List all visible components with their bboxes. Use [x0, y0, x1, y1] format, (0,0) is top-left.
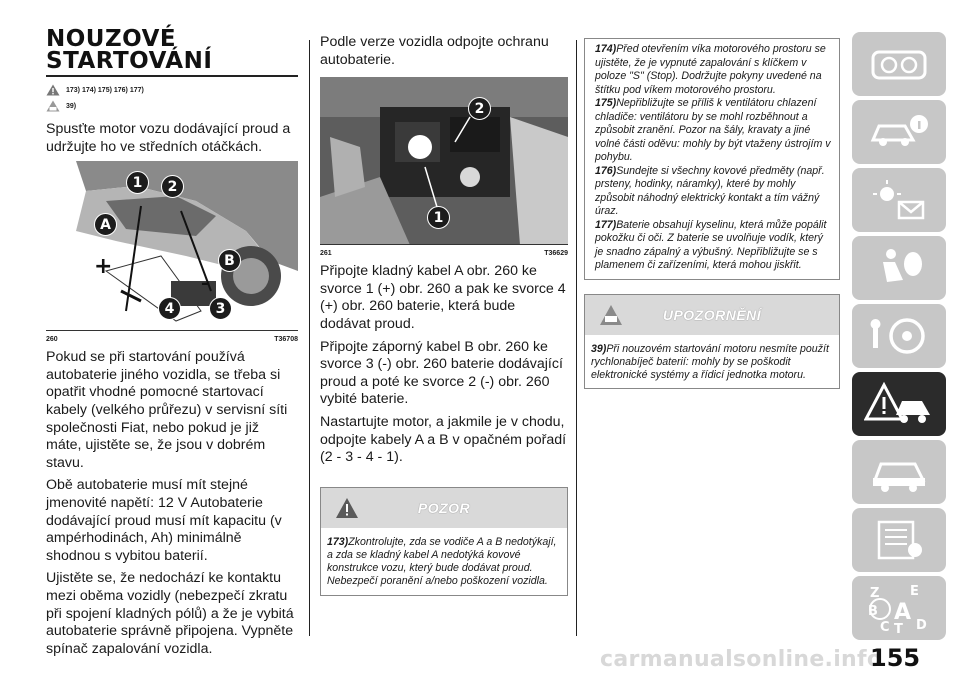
tab-car-info[interactable] [852, 100, 946, 164]
paragraph-6: Nastartujte motor, a jakmile je v chodu, odpojte kabely A a B v opačném pořadí (2 - 3 - 4 - 1). [320, 413, 567, 466]
airbag-seat-icon [869, 246, 929, 290]
warning-item-175: 175)Nepřibližujte se příliš k ventilátoru chlazení chladiče: ventilátoru by se mohl rozběhnout a způsobit zranění. Pozor na šály, kravaty a jiné volné části oděvu: mohly by být vtaženy ústrojím v pohybu. [595, 97, 831, 163]
index-letters-icon [864, 581, 934, 635]
index-letter: T [894, 622, 903, 635]
tab-dashboard[interactable] [852, 32, 946, 96]
notice-item-39: 39)Při nouzovém startování motoru nesmíte použít rychlonabíječ baterií: mohly by se poškodit elektronické systémy a řídicí jednotka motoru. [591, 342, 829, 381]
column-3 [584, 38, 840, 389]
callout-1: 1 [126, 171, 149, 194]
caution-triangle-icon [335, 497, 359, 519]
car-service-icon [867, 452, 931, 492]
warning-refs: 173) 174) 175) 176) 177) [46, 83, 298, 97]
caution-header: POZOR [321, 488, 567, 528]
callout-2: 2 [468, 97, 491, 120]
column-divider-2 [576, 40, 577, 636]
index-letter: E [910, 584, 919, 599]
tab-technical-data[interactable] [852, 508, 946, 572]
car-info-icon [867, 112, 931, 152]
title-rule [46, 75, 298, 77]
intro-text: Spusťte motor vozu dodávající proud a udržujte ho ve středních otáčkách. [46, 121, 291, 155]
tab-index[interactable] [852, 576, 946, 640]
callout-A: A [94, 213, 117, 236]
index-letter: A [894, 600, 912, 625]
emergency-car-icon [864, 381, 934, 427]
tab-starting-driving[interactable] [852, 304, 946, 368]
notice-box [584, 294, 840, 390]
paragraph-1: Pokud se při startování používá autobaterie jiného vozidla, se třeba si opatřit vhodné pomocné startovací kabely (velkého průřezu) v servisní síti společnosti Fiat, nebo pokud je již máte, ujistěte se, že jsou v dobrém stavu. [46, 349, 288, 471]
callout-2: 2 [161, 175, 184, 198]
paragraph-2: Obě autobaterie musí mít stejné jmenovité napětí: 12 V Autobaterie dodávající proud musí mít kapacitu (v ampérhodinách, Ah) minimálně shodnou s vybitou baterií. [46, 477, 282, 564]
figure-261 [320, 77, 568, 245]
figure-260 [46, 161, 298, 331]
index-letter: D [916, 618, 927, 633]
note-refs: 39) [46, 99, 298, 113]
plus-sign: + [94, 254, 113, 280]
warning-triangle-icon [46, 84, 60, 96]
notice-body [585, 335, 839, 389]
page-title: NOUZOVÉ STARTOVÁNÍ [46, 26, 213, 74]
column-divider-1 [309, 40, 310, 636]
column-2 [320, 34, 568, 596]
tab-maintenance[interactable] [852, 440, 946, 504]
technical-data-icon [869, 518, 929, 562]
caution-box [320, 487, 568, 596]
callout-4: 4 [158, 297, 181, 320]
callout-3: 3 [209, 297, 232, 320]
key-steering-icon [867, 314, 931, 358]
notice-header: UPOZORNĚNÍ [585, 295, 839, 335]
callout-B: B [218, 249, 241, 272]
tab-emergency[interactable] [852, 372, 946, 436]
page-number: 155 [870, 644, 921, 672]
note-triangle-icon [46, 100, 60, 112]
watermark: carmanualsonline.info [600, 647, 883, 672]
minus-sign: – [201, 273, 210, 295]
warning-item-174: 174)Před otevřením víka motorového prostoru se ujistěte, že je vypnuté zapalování s klíčkem v poloze "S" (Stop). Dodržujte pokyny uvedené na štítku pod víkem motorového prostoru. [595, 43, 826, 96]
paragraph-4: Připojte kladný kabel A obr. 260 ke svorce 1 (+) obr. 260 a pak ke svorce 4 (+) obr. 260 baterie, která bude dodávat proud. [320, 263, 566, 332]
paragraph-5: Připojte záporný kabel B obr. 260 ke svorce 3 (-) obr. 260 baterie dodávající proud a poté ke svorce 2 (-) obr. 260 vybité baterie. [320, 338, 563, 408]
callout-1: 1 [427, 206, 450, 229]
figure-caption-261: 261 T36629 [320, 250, 568, 258]
paragraph-3: Ujistěte se, že nedochází ke kontaktu mezi oběma vozidly (nebezpečí zkratu při spojení kladných pólů) a že je vybitá autobaterie správně připojena. Vypněte spínač zapalování vozidla. [46, 570, 294, 657]
caution-item-173: 173)Zkontrolujte, zda se vodiče A a B nedotýkají, a zda se kladný kabel A nedotýká kovové konstrukce vozu, který bude dodávat proud. Nebezpečí poranění a/nebo poškození vozidla. [327, 535, 557, 588]
warning-item-176: 176)Sundejte si všechny kovové předměty (např. prsteny, hodinky, náramky), které by mohly způsobit náhodný elektrický kontakt a tím vážný úraz. [595, 164, 825, 217]
warnings-continued-box [584, 38, 840, 280]
car-dashboard-icon [869, 44, 929, 84]
section-tabs [852, 32, 948, 644]
intro-text-2: Podle verze vozidla odpojte ochranu autobaterie. [320, 34, 549, 68]
tab-warning-lights[interactable] [852, 168, 946, 232]
warning-lights-icon [867, 178, 931, 222]
index-letter: Z [870, 586, 880, 601]
warning-item-177: 177)Baterie obsahují kyselinu, která může popálit pokožku či oči. Z baterie se uvolňuje vodík, který je snadno zápalný a výbušný. Nepřibližujte se s plamenem či zařízeními, která mohou jiskřit. [595, 218, 827, 271]
notice-triangle-icon [599, 304, 623, 326]
caution-body [321, 528, 567, 595]
index-letter: B [868, 604, 878, 619]
tab-safety[interactable] [852, 236, 946, 300]
column-1 [46, 28, 298, 663]
index-letter: C [880, 620, 890, 635]
figure-caption-260: 260 T36708 [46, 336, 298, 344]
